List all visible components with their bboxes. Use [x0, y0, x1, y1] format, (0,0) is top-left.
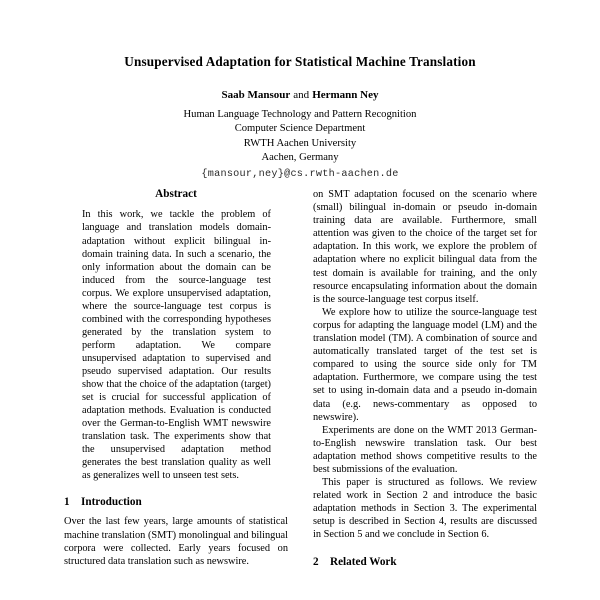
abstract-text: In this work, we tackle the problem of language and translation models domain-adaptation without explicit bilingual in-domain training data. In such a scenario, the only information about the domain can be induced from the source-language test corpus. We explore unsupervised adaptation, where the source-language test corpus is combined with the corresponding hypotheses generated by the translation system to perform adaptation. We compare unsupervised adaptation to supervised and pseudo supervised adaptation. Our results show that the choice of the adaptation (target) set is crucial for successful application of adaptation methods. Evaluation is conducted over the German-to-English WMT newswire translation task. The experiments show that the unsupervised adaptation method generates the best translation quality as well as generalizes well to unseen test sets. [82, 209, 271, 482]
section-title: Introduction [81, 496, 142, 509]
section-title: Related Work [330, 555, 397, 568]
section-number: 1 [64, 496, 70, 509]
column-right [313, 188, 537, 600]
two-column-body [0, 188, 600, 600]
section-number: 2 [313, 555, 319, 568]
paragraph-structure: This paper is structured as follows. We review related work in Section 2 and introduce the basic adaptation methods in Section 3. The experimental setup is described in Section 4, results are discussed in Section 5 and we conclude in Section 6. [313, 477, 537, 541]
section-heading-related-work [313, 555, 537, 569]
affiliation-line-3: RWTH Aachen University [243, 137, 357, 149]
page-title: Unsupervised Adaptation for Statistical Machine Translation [124, 54, 476, 69]
paragraph-introduction: Over the last few years, large amounts of statistical machine translation (SMT) monolingual and bilingual corpora were collected. Early years focused on structured data translation such as newswire. [64, 516, 288, 567]
author-conjunction: and [293, 88, 310, 101]
column-left [64, 188, 288, 600]
abstract-heading: Abstract [155, 188, 197, 200]
affiliation-block [0, 108, 600, 166]
author-name-first: Saab Mansour [221, 88, 291, 101]
paper-masthead [0, 0, 600, 180]
affiliation-line-2: Computer Science Department [234, 123, 366, 135]
section-heading-introduction [64, 495, 288, 509]
affiliation-line-1: Human Language Technology and Pattern Recognition [183, 108, 417, 120]
affiliation-line-4: Aachen, Germany [261, 152, 339, 164]
paragraph-explore-approach: We explore how to utilize the source-language test corpus for adapting the language model (LM) and the translation model (TM). A combination of source and automatically translated target of the test set is compared to using the source side only for TM adaptation. Furthermore, we compare using the test set to using in-domain data and a pseudo in-domain data (e.g. news-commentary as opposed to newswire). [313, 306, 537, 423]
author-email: {mansour,ney}@cs.rwth-aachen.de [201, 168, 399, 180]
author-name-second: Hermann Ney [312, 88, 379, 101]
paragraph-continued: on SMT adaptation focused on the scenario where (small) bilingual in-domain or pseudo in-domain training data are available. Furthermore, small attention was given to the choice of the target set for adaptation. In this work, we explore the problem of adaptation where no explicit bilingual data from the test domain is available for training, and the only resource encapsulating information about the domain is the source-language test corpus itself. [313, 189, 537, 305]
paragraph-experiments: Experiments are done on the WMT 2013 German-to-English newswire translation task. Our best adaptation method shows competitive results to the best submissions of the evaluation. [313, 424, 537, 475]
author-list [0, 89, 600, 103]
